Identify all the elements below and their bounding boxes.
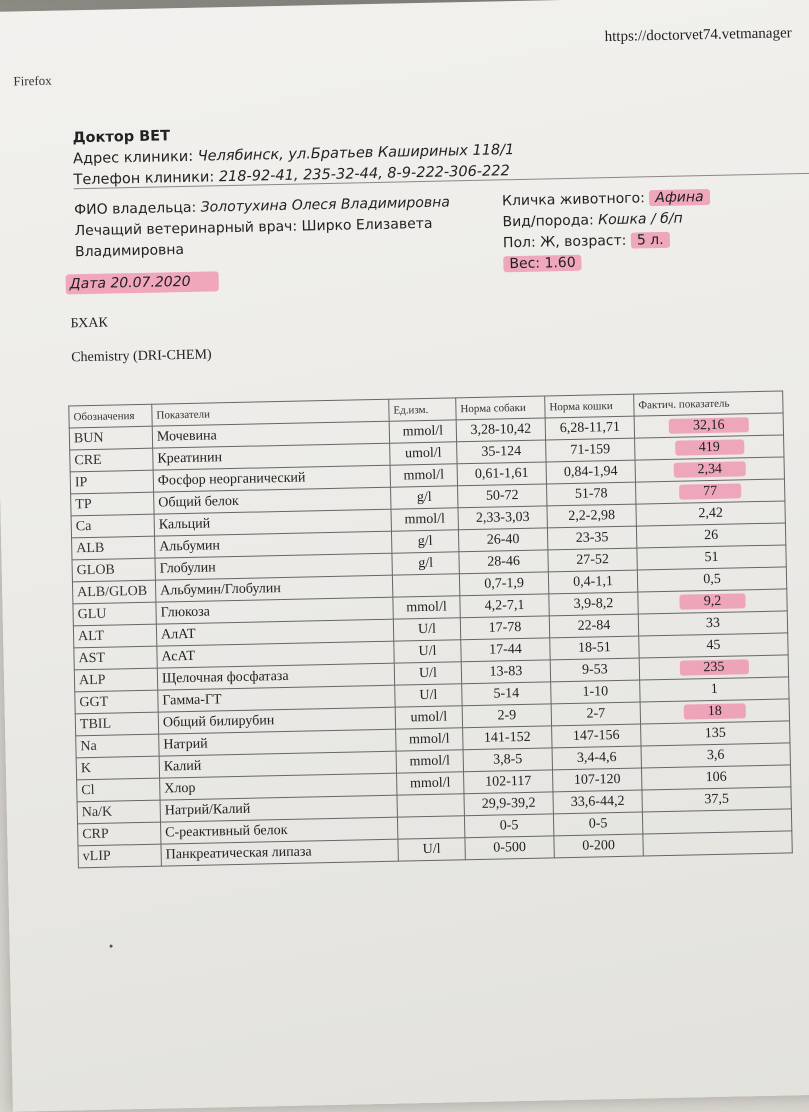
cell-dog-norm: 35-124 [457, 440, 546, 464]
cell-dog-norm: 17-44 [461, 638, 550, 662]
cell-cat-norm: 71-159 [546, 438, 635, 462]
cell-cat-norm: 0,4-1,1 [548, 570, 637, 594]
cell-cat-norm: 23-35 [547, 526, 636, 550]
cell-abbr: CRP [78, 822, 161, 846]
cell-cat-norm: 27-52 [548, 548, 637, 572]
cell-param: АсАТ [157, 641, 394, 668]
animal-breed-label: Вид/порода: [502, 212, 594, 231]
cell-unit: mmol/l [393, 596, 460, 619]
cell-unit: U/l [395, 684, 462, 707]
ink-dot [110, 945, 113, 948]
animal-name-label: Кличка животного: [501, 190, 646, 210]
cell-actual [639, 655, 788, 680]
cell-param: АлАТ [156, 619, 393, 646]
cell-dog-norm: 0-500 [465, 836, 554, 860]
cell-param: Общий белок [154, 487, 391, 514]
cell-param: Фосфор неорганический [153, 465, 390, 492]
cell-param: Мочевина [152, 421, 389, 448]
cell-dog-norm: 29,9-39,2 [464, 792, 553, 816]
cell-abbr: TP [71, 492, 154, 516]
cell-abbr: vLIP [78, 844, 161, 868]
cell-dog-norm: 13-83 [461, 660, 550, 684]
cell-abbr: BUN [69, 426, 152, 450]
cell-cat-norm: 18-51 [550, 636, 639, 660]
cell-param: Гамма-ГТ [158, 685, 395, 712]
cell-actual [635, 435, 784, 460]
print-browser-name: Firefox [13, 72, 52, 89]
results-table [68, 390, 793, 868]
cell-cat-norm: 107-120 [552, 768, 641, 792]
header-dog-norm: Норма собаки [456, 396, 545, 420]
cell-actual: 0,5 [637, 567, 786, 592]
header-param: Показатели [152, 399, 389, 426]
cell-actual: 45 [639, 633, 788, 658]
abnormal-value-highlight: 32,16 [669, 417, 749, 434]
cell-dog-norm: 17-78 [460, 616, 549, 640]
cell-actual [643, 831, 792, 856]
cell-abbr: IP [70, 470, 153, 494]
animal-info [502, 187, 711, 275]
animal-weight-highlight [503, 255, 582, 273]
cell-unit [392, 574, 459, 597]
cell-abbr: ALP [74, 668, 157, 692]
owner-label: ФИО владельца: [74, 199, 197, 219]
animal-weight: 1.60 [544, 254, 576, 272]
cell-actual: 106 [641, 765, 790, 790]
cell-unit: mmol/l [396, 728, 463, 751]
cell-dog-norm: 26-40 [458, 528, 547, 552]
print-url: https://doctorvet74.vetmanager [604, 25, 792, 46]
clinic-phone: 218-92-41, 235-32-44, 8-9-222-306-222 [218, 163, 510, 186]
vet-name: Ширко Елизавета Владимировна [74, 215, 433, 261]
cell-dog-norm: 102-117 [464, 770, 553, 794]
cell-unit: umol/l [395, 706, 462, 729]
cell-abbr: ALB/GLOB [72, 580, 155, 604]
cell-cat-norm: 0-5 [553, 812, 642, 836]
clinic-phone-label: Телефон клиники: [73, 169, 215, 189]
cell-unit: mmol/l [396, 750, 463, 773]
cell-unit: U/l [393, 618, 460, 641]
cell-param: Щелочная фосфатаза [157, 663, 394, 690]
cell-dog-norm: 50-72 [458, 484, 547, 508]
abnormal-value-highlight: 419 [675, 439, 744, 455]
report-date [66, 273, 219, 292]
cell-unit: g/l [391, 530, 458, 553]
header-actual: Фактич. показатель [634, 391, 783, 416]
report-date-text: Дата 20.07.2020 [66, 271, 219, 294]
cell-unit: U/l [394, 662, 461, 685]
cell-cat-norm: 3,9-8,2 [549, 592, 638, 616]
cell-actual [634, 413, 783, 438]
cell-param: Натрий [159, 729, 396, 756]
cell-actual [635, 479, 784, 504]
section-title: БХАК [70, 315, 108, 332]
cell-dog-norm: 5-14 [462, 682, 551, 706]
cell-dog-norm: 28-46 [459, 550, 548, 574]
cell-param: Кальций [154, 509, 391, 536]
cell-unit [397, 794, 464, 817]
cell-actual: 51 [637, 545, 786, 570]
cell-dog-norm: 4,2-7,1 [460, 594, 549, 618]
animal-breed: Кошка / б/п [598, 210, 683, 229]
animal-name: Афина [649, 189, 710, 206]
cell-unit: g/l [391, 486, 458, 509]
clinic-address: Челябинск, ул.Братьев Кашириных 118/1 [197, 142, 515, 165]
cell-dog-norm: 141-152 [463, 726, 552, 750]
cell-actual [638, 589, 787, 614]
animal-sex-age-label: Пол: Ж, возраст: [502, 232, 627, 252]
cell-abbr: Na [76, 734, 159, 758]
animal-breed-line [502, 208, 710, 233]
cell-dog-norm: 3,28-10,42 [456, 418, 545, 442]
owner-name: Золотухина Олеся Владимировна [200, 194, 451, 216]
abnormal-value-highlight: 9,2 [680, 593, 746, 609]
cell-actual: 135 [641, 721, 790, 746]
cell-param: Глюкоза [156, 597, 393, 624]
cell-cat-norm: 9-53 [550, 658, 639, 682]
cell-actual [642, 809, 791, 834]
vet-label: Лечащий ветеринарный врач: [74, 218, 298, 240]
cell-unit: U/l [398, 838, 465, 861]
cell-param: Альбумин/Глобулин [155, 575, 392, 602]
cell-abbr: AST [74, 646, 157, 670]
cell-abbr: Cl [77, 778, 160, 802]
cell-cat-norm: 0,84-1,94 [546, 460, 635, 484]
header-abbr: Обозначения [69, 404, 152, 428]
abnormal-value-highlight: 235 [679, 659, 748, 675]
cell-dog-norm: 2-9 [462, 704, 551, 728]
cell-param: Альбумин [155, 531, 392, 558]
cell-abbr: Na/K [77, 800, 160, 824]
cell-abbr: ALT [73, 624, 156, 648]
header-cat-norm: Норма кошки [545, 394, 634, 418]
owner-info [74, 191, 495, 263]
cell-dog-norm: 0-5 [464, 814, 553, 838]
cell-abbr: GLU [73, 602, 156, 626]
cell-dog-norm: 2,33-3,03 [458, 506, 547, 530]
cell-abbr: K [76, 756, 159, 780]
cell-unit: g/l [392, 552, 459, 575]
analyzer-method: Chemistry (DRI-CHEM) [71, 347, 212, 366]
cell-cat-norm: 0-200 [554, 834, 643, 858]
cell-param: С-реактивный белок [161, 817, 398, 844]
cell-unit: U/l [394, 640, 461, 663]
cell-cat-norm: 51-78 [547, 482, 636, 506]
cell-dog-norm: 0,7-1,9 [459, 572, 548, 596]
clinic-address-label: Адрес клиники: [72, 148, 194, 168]
cell-unit [397, 816, 464, 839]
cell-param: Натрий/Калий [160, 795, 397, 822]
abnormal-value-highlight: 77 [679, 483, 741, 499]
cell-cat-norm: 6,28-11,71 [545, 416, 634, 440]
cell-actual: 33 [638, 611, 787, 636]
cell-unit: mmol/l [389, 420, 456, 443]
abnormal-value-highlight: 2,34 [673, 461, 746, 478]
header-unit: Ед.изм. [389, 398, 456, 421]
cell-actual [640, 699, 789, 724]
cell-param: Калий [159, 751, 396, 778]
cell-cat-norm: 3,4-4,6 [552, 746, 641, 770]
cell-cat-norm: 1-10 [551, 680, 640, 704]
cell-cat-norm: 147-156 [552, 724, 641, 748]
animal-weight-label: Вес: [509, 255, 541, 273]
cell-abbr: Ca [71, 514, 154, 538]
cell-dog-norm: 0,61-1,61 [457, 462, 546, 486]
cell-cat-norm: 33,6-44,2 [553, 790, 642, 814]
cell-abbr: TBIL [75, 712, 158, 736]
cell-unit: mmol/l [391, 508, 458, 531]
cell-param: Панкреатическая липаза [161, 839, 398, 866]
cell-cat-norm: 22-84 [549, 614, 638, 638]
cell-cat-norm: 2,2-2,98 [547, 504, 636, 528]
animal-weight-line [503, 250, 711, 275]
cell-actual: 37,5 [642, 787, 791, 812]
cell-actual: 3,6 [641, 743, 790, 768]
clinic-name: Доктор ВЕТ [72, 128, 171, 147]
cell-unit: mmol/l [390, 464, 457, 487]
cell-abbr: GGT [75, 690, 158, 714]
cell-actual: 26 [636, 523, 785, 548]
animal-age: 5 л. [631, 232, 670, 249]
cell-actual [635, 457, 784, 482]
cell-cat-norm: 2-7 [551, 702, 640, 726]
abnormal-value-highlight: 18 [684, 703, 746, 719]
cell-actual: 1 [640, 677, 789, 702]
cell-param: Глобулин [155, 553, 392, 580]
cell-abbr: GLOB [72, 558, 155, 582]
cell-param: Креатинин [153, 443, 390, 470]
cell-abbr: CRE [70, 448, 153, 472]
cell-unit: umol/l [390, 442, 457, 465]
cell-dog-norm: 3,8-5 [463, 748, 552, 772]
cell-actual: 2,42 [636, 501, 785, 526]
cell-unit: mmol/l [397, 772, 464, 795]
cell-abbr: ALB [72, 536, 155, 560]
cell-param: Общий билирубин [158, 707, 395, 734]
vet-line [74, 212, 495, 263]
cell-param: Хлор [160, 773, 397, 800]
